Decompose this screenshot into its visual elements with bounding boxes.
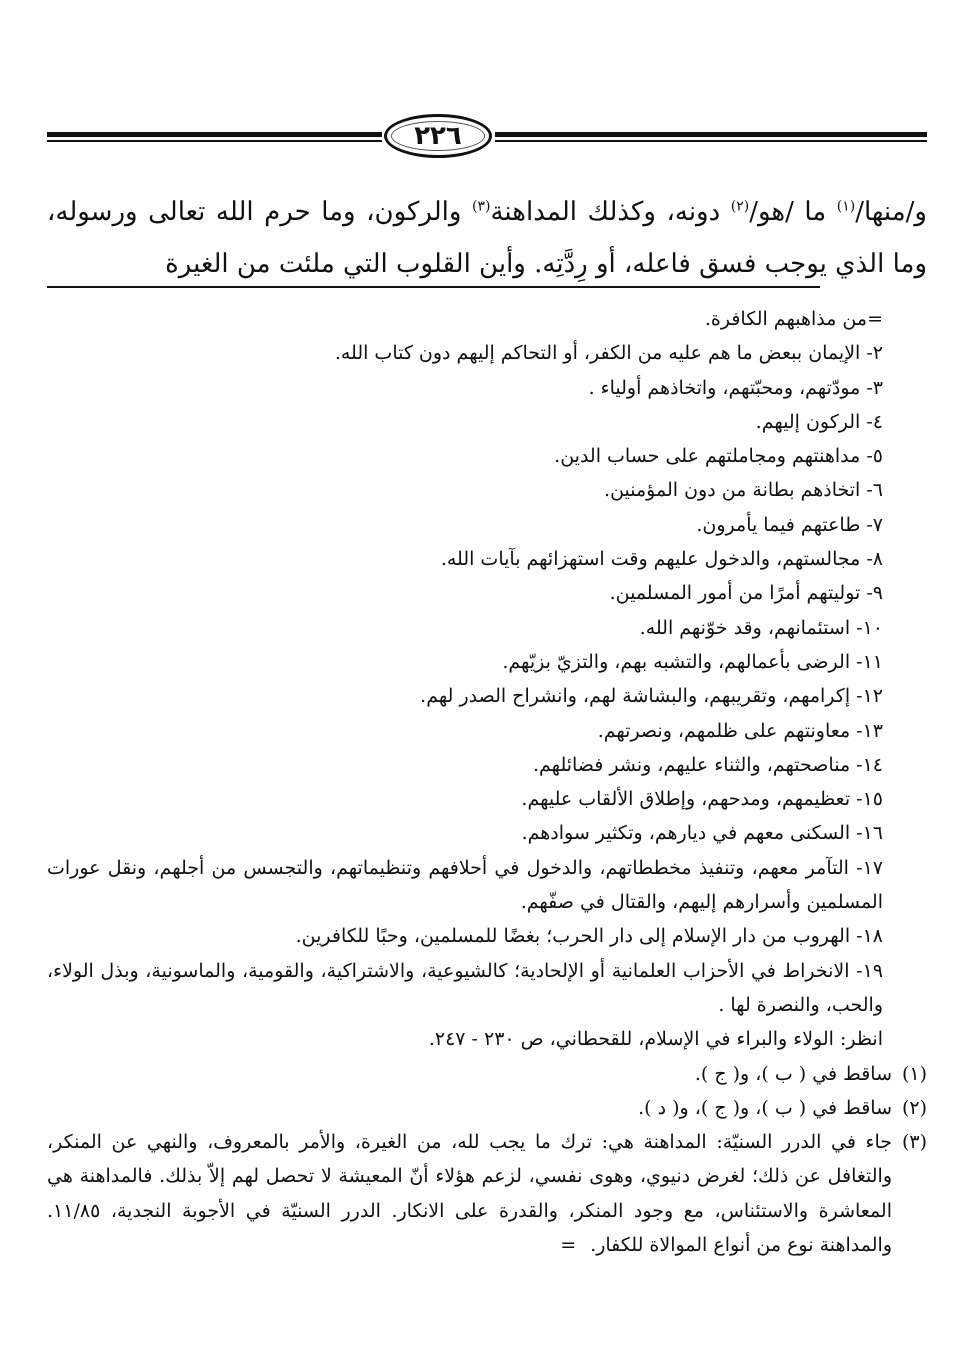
header-rule-left	[47, 132, 382, 146]
list-item: ١٦- السكنى معهم في ديارهم، وتكثير سوادهم.	[521, 822, 883, 845]
list-item: ٢- الإيمان ببعض ما هم عليه من الكفر، أو التحاكم إليهم دون كتاب الله.	[334, 342, 883, 365]
reference-line: انظر: الولاء والبراء في الإسلام، للقحطاني، ص ٢٣٠ - ٢٤٧.	[428, 1028, 883, 1051]
list-item: ١٢- إكرامهم، وتقريبهم، والبشاشة لهم، وانشراح الصدر لهم.	[420, 685, 883, 708]
list-item: ١٨- الهروب من دار الإسلام إلى دار الحرب؛ بغضًا للمسلمين، وحبًا للكافرين.	[295, 925, 883, 948]
list-item: ٧- طاعتهم فيما يأمرون.	[696, 513, 883, 536]
continuation-lead: =من مذاهبهم الكافرة.	[704, 308, 883, 330]
list-item: ١٤- مناصحتهم، والثناء عليهم، ونشر فضائلهم.	[533, 753, 883, 776]
footnote-continuation	[47, 302, 927, 1057]
list-item: ٦- اتخاذهم بطانة من دون المؤمنين.	[604, 479, 883, 502]
footnote-2	[47, 1091, 927, 1125]
list-item: ٤- الركون إليهم.	[755, 410, 883, 433]
footnotes-section	[47, 302, 927, 1262]
footnote-text: ساقط في ( ب )، و( ج ).	[694, 1062, 892, 1085]
list-item: ١٣- معاونتهم على ظلمهم، ونصرتهم.	[597, 719, 883, 742]
footnote-number: (٣)	[901, 1131, 927, 1154]
list-item: ١٠- استئمانهم، وقد خوّنهم الله.	[639, 616, 883, 639]
list-item: ٨- مجالستهم، والدخول عليهم وقت استهزائهم بآيات الله.	[440, 548, 883, 571]
list-item: ١٩- الانخراط في الأحزاب العلمانية أو الإلحادية؛ كالشيوعية، والاشتراكية، والقومية، والماسونية، وبذل الولاء، والحب، والنصرة لها .	[47, 959, 883, 1016]
list-item: ١٧- التآمر معهم، وتنفيذ مخططاتهم، والدخول في أحلافهم وتنظيماتهم، والتجسس من أجلهم، ونقل عورات المسلمين وأسرارهم إليهم، والقتال في صفّهم.	[47, 856, 883, 914]
list-item: ٩- توليتهم أمرًا من أمور المسلمين.	[609, 582, 883, 605]
footnote-text: ساقط في ( ب )، و( ج )، و( د ).	[638, 1096, 892, 1119]
footnote-number: (١)	[901, 1062, 927, 1085]
footnote-number: (٢)	[901, 1096, 927, 1119]
list-item: ١٥- تعظيمهم، ومدحهم، وإطلاق الألقاب عليهم.	[521, 788, 883, 811]
footnote-separator	[47, 286, 820, 288]
main-text: و/منها/$^{(١)}$ ما /هو/$^{(٢)}$ دونه، وكذلك المداهنة$^{(٣)}$ والركون، وما حرم الله تعالى ورسوله، وما الذي يوجب فسق فاعله، أو رِدَّتِه. وأين القلوب التي ملئت من الغيرة	[47, 197, 927, 279]
list-item: ٣- مودّتهم، ومحبّتهم، واتخاذهم أولياء .	[588, 376, 883, 399]
list-item: ٥- مداهنتهم ومجاملتهم على حساب الدين.	[554, 445, 883, 468]
footnote-1	[47, 1057, 927, 1091]
continuation-marker: =	[560, 1234, 577, 1257]
footnote-marker-2: (٢)	[730, 198, 750, 215]
footnote-3	[47, 1125, 927, 1262]
footnote-marker-3: (٣)	[472, 198, 491, 215]
footnote-marker-1: (١)	[836, 198, 856, 215]
header-rule-right	[495, 132, 927, 146]
page-number: ٢٢٦	[384, 114, 492, 158]
footnote-text: جاء في الدرر السنيّة: المداهنة هي: ترك ما يجب لله، من الغيرة، والأمر بالمعروف، والنهي عن المنكر، والتغافل عن ذلك؛ لغرض دنيوي، وهوى نفسي، لزعم هؤلاء أنّ المعيشة لا تحصل لهم إلاّ بذلك. فالمداهنة هي المعاشرة والاستئناس، مع وجود المنكر، والقدرة على الانكار. الدرر السنيّة في الأجوبة النجدية، ١١/٨٥. والمداهنة نوع من أنواع الموالاة للكفار.	[47, 1131, 892, 1257]
list-item: ١١- الرضى بأعمالهم، والتشبه بهم، والتزيّ بزيّهم.	[502, 650, 883, 673]
